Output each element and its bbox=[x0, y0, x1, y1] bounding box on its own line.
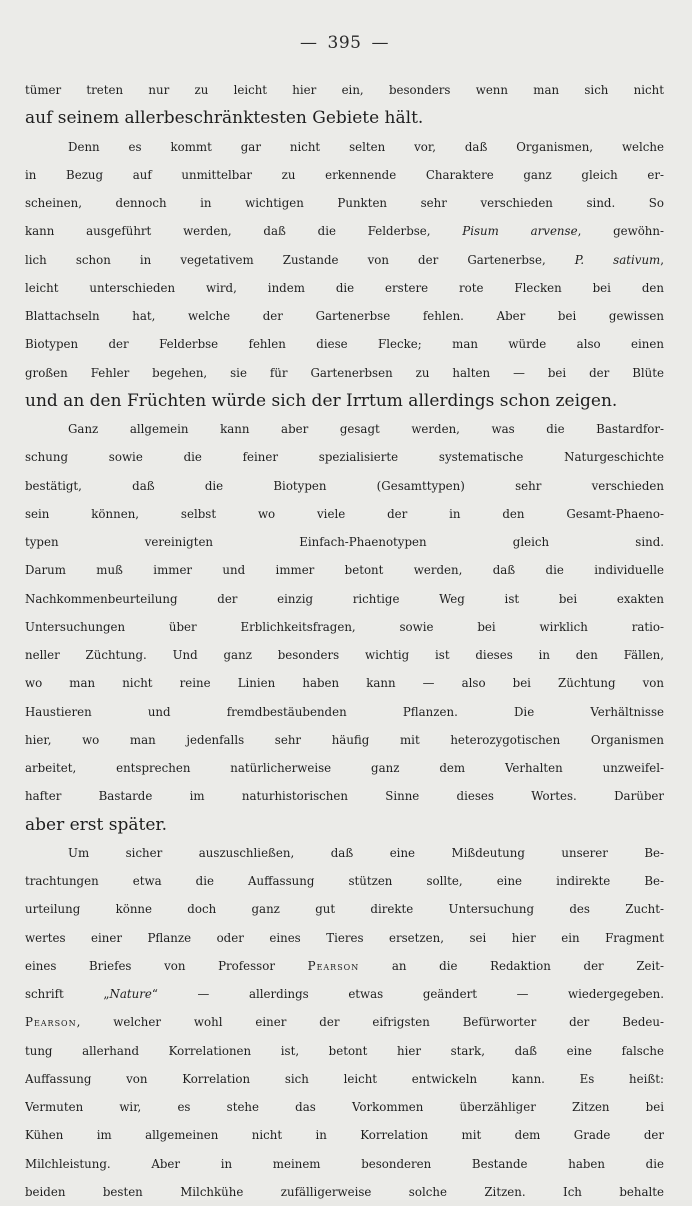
text-run: hafter Bastarde im naturhistorischen Sinne dieses Wortes. Darüber bbox=[25, 789, 664, 804]
text-line bbox=[25, 980, 664, 1008]
text-run: typen vereinigten Einfach-Phaenotypen gleich sind. bbox=[25, 535, 664, 549]
text-run: wertes einer Pflanze oder eines Tieres ersetzen, sei hier ein Fragment bbox=[25, 930, 664, 945]
text-line bbox=[25, 952, 664, 980]
text-line bbox=[25, 387, 664, 415]
text-line bbox=[25, 811, 664, 839]
text-run: scheinen, dennoch in wichtigen Punkten sehr verschieden sind. So bbox=[25, 196, 664, 210]
text-line bbox=[25, 1008, 664, 1036]
text-line bbox=[25, 754, 664, 782]
text-line bbox=[25, 500, 664, 528]
text-run: lich schon in vegetativem Zustande von der Gartenerbse, bbox=[25, 252, 575, 267]
text-run: die Biotypen (Gesamttypen) sehr verschieden bbox=[204, 478, 664, 493]
text-line bbox=[25, 641, 664, 669]
text-line bbox=[25, 302, 664, 330]
text-run: Blattachseln hat, welche der Gartenerbse fehlen. Aber bei gewissen bbox=[25, 309, 664, 323]
text-run: tung allerhand Korrelationen ist, betont hier stark, daß eine falsche bbox=[25, 1043, 664, 1058]
text-run: wo man nicht reine Linien haben kann — also bei Züchtung von bbox=[25, 676, 664, 691]
text-line bbox=[25, 1121, 664, 1149]
text-run: Nature bbox=[109, 987, 152, 1001]
text-run: an die Redaktion der Zeit- bbox=[359, 958, 664, 973]
text-line bbox=[25, 217, 664, 245]
text-run: schrift „ bbox=[25, 987, 110, 1001]
text-run: , gewöhn- bbox=[577, 224, 664, 239]
text-run: neller Züchtung. Und ganz besonders wichtig ist dieses in den Fällen, bbox=[25, 648, 664, 662]
text-run: Darum muß immer und immer betont werden, daß die individuelle bbox=[25, 563, 664, 578]
text-run: Auffassung von Korrelation sich leicht entwickeln kann. Es heißt: bbox=[25, 1071, 664, 1086]
text-run: Pearson bbox=[25, 1015, 77, 1030]
text-run: bestätigt, daß bbox=[25, 478, 205, 493]
text-run: arbeitet, entsprechen natürlicherweise ganz dem Verhalten unzweifel- bbox=[25, 761, 664, 775]
text-line bbox=[25, 1178, 664, 1206]
text-line bbox=[25, 443, 664, 471]
text-run: Vermuten wir, es stehe das Vorkommen überzähliger Zitzen bei bbox=[25, 1100, 664, 1114]
text-run: beiden besten Milchkühe zufälligerweise solche Zitzen. Ich behalte bbox=[25, 1184, 664, 1199]
text-line bbox=[25, 867, 664, 895]
page-number-dash-right: — bbox=[371, 33, 389, 53]
text-run: , bbox=[660, 252, 664, 267]
text-run: “ — allerdings etwas geändert — wiedergegeben. bbox=[151, 987, 664, 1001]
text-line bbox=[25, 274, 664, 302]
text-run: schung sowie die feiner spezialisierte systematische Naturgeschichte bbox=[25, 450, 664, 465]
text-line bbox=[25, 246, 664, 274]
text-line bbox=[25, 669, 664, 697]
text-run: Kühen im allgemeinen nicht in Korrelation mit dem Grade der bbox=[25, 1128, 664, 1143]
body-text bbox=[25, 76, 664, 1206]
text-line bbox=[25, 528, 664, 556]
text-run: urteilung könne doch ganz gut direkte Untersuchung des Zucht- bbox=[25, 902, 664, 917]
text-run: großen Fehler begehen, sie für Gartenerbsen zu halten — bei der Blüte bbox=[25, 365, 664, 380]
text-run: hier, wo man jedenfalls sehr häufig mit heterozygotischen Organismen bbox=[25, 732, 664, 747]
text-run: auf seinem allerbeschränktesten Gebiete hält. bbox=[25, 108, 424, 129]
text-line bbox=[25, 839, 664, 867]
text-line bbox=[25, 895, 664, 923]
text-run: Denn es kommt gar nicht selten vor, daß Organismen, welche bbox=[68, 139, 664, 154]
text-run: Untersuchungen über Erblichkeitsfragen, sowie bei wirklich ratio- bbox=[25, 619, 664, 634]
text-run: Pisum arvense bbox=[462, 224, 578, 239]
text-run: eines Briefes von Professor bbox=[25, 958, 308, 973]
text-run: sein können, selbst wo viele der in den Gesamt-Phaeno- bbox=[25, 506, 664, 521]
text-run: Pearson bbox=[307, 958, 360, 973]
text-line bbox=[25, 189, 664, 217]
text-line bbox=[25, 1065, 664, 1093]
text-line bbox=[25, 472, 664, 500]
text-run: Nachkommenbeurteilung der einzig richtige Weg ist bei exakten bbox=[25, 591, 664, 606]
text-run: Milchleistung. Aber in meinem besonderen Bestande haben die bbox=[25, 1156, 664, 1171]
text-line bbox=[25, 1093, 664, 1121]
text-run: P. sativum bbox=[574, 252, 661, 267]
text-run: Ganz allgemein kann aber gesagt werden, was die Bastardfor- bbox=[68, 422, 664, 436]
text-run: Biotypen der Felderbse fehlen diese Flecke; man würde also einen bbox=[25, 337, 664, 352]
text-line bbox=[25, 782, 664, 810]
text-line bbox=[25, 104, 664, 132]
text-run: kann ausgeführt werden, daß die Felderbse, bbox=[25, 224, 463, 239]
text-line bbox=[25, 698, 664, 726]
text-line bbox=[25, 133, 664, 161]
text-line bbox=[25, 161, 664, 189]
page-number-dash-left: — bbox=[300, 33, 318, 53]
text-run: Um sicher auszuschließen, daß eine Mißdeutung unserer Be- bbox=[68, 845, 664, 860]
text-line bbox=[25, 330, 664, 358]
text-line bbox=[25, 359, 664, 387]
page-number-value: 395 bbox=[327, 33, 362, 53]
page-number bbox=[25, 33, 664, 53]
text-line bbox=[25, 556, 664, 584]
text-line bbox=[25, 1150, 664, 1178]
text-line bbox=[25, 76, 664, 104]
text-run: Haustieren und fremdbestäubenden Pflanzen. Die Verhältnisse bbox=[25, 704, 664, 719]
text-run: , welcher wohl einer der eifrigsten Befürworter der Bedeu- bbox=[76, 1015, 664, 1030]
text-line bbox=[25, 924, 664, 952]
text-run: leicht unterschieden wird, indem die erstere rote Flecken bei den bbox=[25, 280, 664, 295]
text-line bbox=[25, 613, 664, 641]
text-run: tümer treten nur zu leicht hier ein, besonders wenn man sich nicht bbox=[25, 83, 664, 97]
text-run: und an den Früchten würde sich der Irrtum allerdings schon zeigen. bbox=[25, 390, 618, 411]
text-line bbox=[25, 585, 664, 613]
text-run: aber erst später. bbox=[25, 814, 168, 835]
text-run: in Bezug auf unmittelbar zu erkennende Charaktere ganz gleich er- bbox=[25, 167, 664, 182]
text-line bbox=[25, 726, 664, 754]
text-run: trachtungen etwa die Auffassung stützen sollte, eine indirekte Be- bbox=[25, 874, 664, 888]
text-line bbox=[25, 415, 664, 443]
text-line bbox=[25, 1037, 664, 1065]
